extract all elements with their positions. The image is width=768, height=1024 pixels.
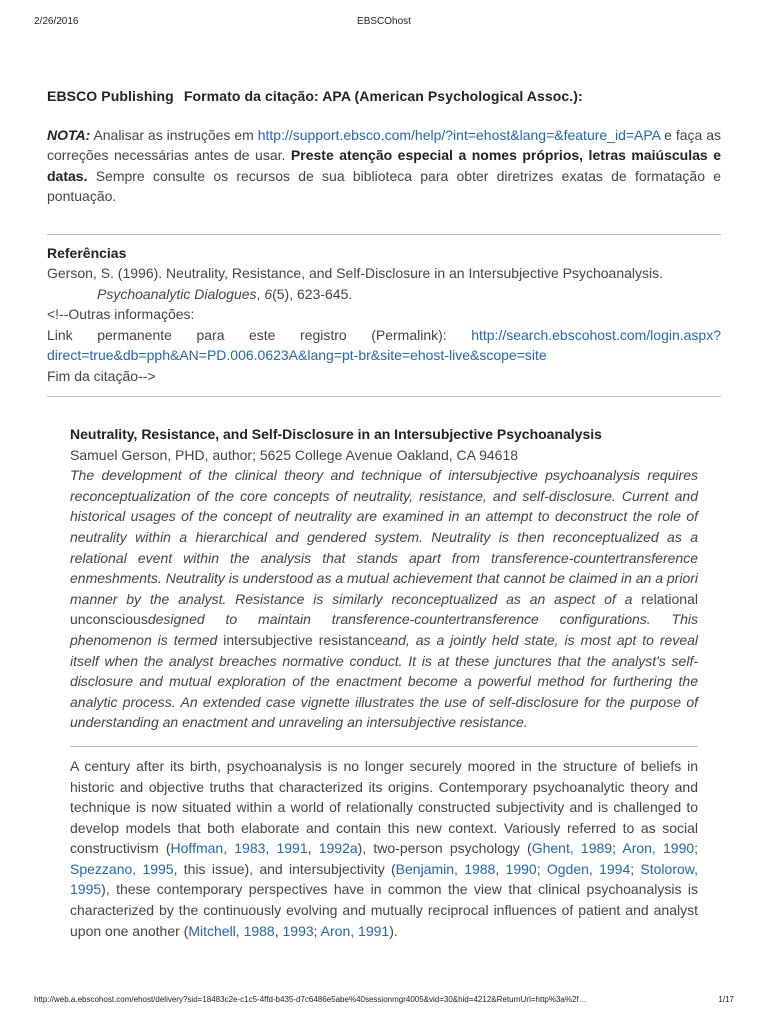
- abstract-text: and, as a jointly held state, is most apt to reveal itself when the analyst breaches normative conduct. It is at these junctures that the analyst's self-disclosure and mutual exploration of the enactment become a powerful method for furthering the analytic process. An extended case vignette illustrates the use of self-disclosure for the purpose of understanding an enactment and unraveling an intersubjective resistance.: [70, 631, 699, 731]
- divider: [70, 746, 698, 747]
- article-title: Neutrality, Resistance, and Self-Disclosure in an Intersubjective Psychoanalysis: [70, 426, 602, 442]
- citation-link[interactable]: Ghent, 1989: [531, 840, 613, 857]
- print-site-title: EBSCOhost: [357, 16, 411, 27]
- abstract-term: relational unconscious: [70, 590, 698, 628]
- article-abstract: [70, 465, 698, 733]
- citation-link[interactable]: Aron, 1990: [622, 840, 695, 857]
- reference-entry: [47, 263, 721, 304]
- citation-link[interactable]: Hoffman, 1983: [170, 840, 266, 857]
- citation-link[interactable]: 1991: [276, 840, 308, 857]
- nota-text-3: Sempre consulte os recursos de sua biblioteca para obter diretrizes exatas de formatação e pontuação.: [47, 167, 721, 204]
- body-text: , this issue), and intersubjectivity (: [173, 860, 396, 877]
- print-header: [34, 16, 734, 30]
- abstract-text: The development of the clinical theory and technique of intersubjective psychoanalysis requires reconceptualization of the core concepts of neutrality, resistance, and self-disclosure. Current and historical usages of the concept of neutrality are examined in an attempt to deconstruct the role of neutrality within a hierarchical and gendered system. Neutrality is then reconceptualized as a relational event within the analysis that stands apart from transference-countertransference enmeshments. Neutrality is understood as a mutual achievement that cannot be claimed in an a priori manner by the analyst. Resistance is similarly reconceptualized as an aspect of a: [70, 467, 699, 607]
- publisher-name: EBSCO Publishing: [47, 88, 174, 104]
- citation-headline: [47, 86, 721, 107]
- nota-text-1: Analisar as instruções em: [90, 126, 258, 143]
- nota-label: NOTA:: [47, 126, 91, 143]
- print-url: http://web.a.ebscohost.com/ehost/delivery?sid=18483c2e-c1c5-4ffd-b435-d7c6486e5abe%40sessionmgr4005&vid=30&hid=4212&ReturnUrl=http%3a%2f…: [34, 995, 587, 1004]
- citation-link[interactable]: 1992a: [318, 840, 358, 857]
- article-section: [70, 424, 698, 941]
- citation-link[interactable]: Benjamin, 1988: [395, 860, 496, 877]
- reference-sep: ,: [256, 285, 265, 302]
- citation-link[interactable]: Stolorow, 1995: [70, 860, 699, 898]
- citation-section: [47, 86, 721, 397]
- print-footer: [34, 995, 734, 1009]
- citation-link[interactable]: Ogden, 1994: [546, 860, 631, 877]
- print-date: 2/26/2016: [34, 16, 79, 27]
- permalink-line: [47, 325, 721, 366]
- references-heading: Referências: [47, 244, 127, 261]
- body-text: ), two-person psychology (: [357, 840, 532, 857]
- body-text: ).: [389, 922, 398, 939]
- citation-link[interactable]: Mitchell, 1988: [188, 922, 275, 939]
- reference-text: Gerson, S. (1996). Neutrality, Resistance, and Self-Disclosure in an Intersubjective Psychoanalysis.: [47, 265, 664, 281]
- article-body: A century after its birth, psychoanalysis is no longer securely moored in the structure of beliefs in historic and objective truths that characterized its origins. Contemporary psychoanalytic theory and technique is now situated within a world of relationally constructed subjectivity and is challenged to develop models that both elaborate and contain this new context. Variously referred to as social constructivism (Hoffman, 1983, 1991, 1992a), two-person psychology (Ghent, 1989; Aron, 1990; Spezzano, 1995, this issue), and intersubjectivity (Benjamin, 1988, 1990; Ogden, 1994; Stolorow, 1995), these contemporary perspectives have in common the view that clinical psychoanalysis is characterized by the continuously evolving and mutually reciprocal influences of patient and analyst upon one another (Mitchell, 1988, 1993; Aron, 1991).: [70, 757, 699, 939]
- citation-link[interactable]: 1990: [505, 860, 537, 877]
- citation-link[interactable]: 1993: [282, 922, 314, 939]
- page-number: 1/17: [718, 995, 734, 1004]
- body-text: A century after its birth, psychoanalysis is no longer securely moored in the structure of beliefs in historic and objective truths that characterized its origins. Contemporary psychoanalytic theory and technique is now situated within a world of relationally constructed subjectivity and is challenged to develop models that both elaborate and contain this new context. Variously referred to as social constructivism (: [70, 757, 698, 857]
- divider: [47, 234, 721, 235]
- citation-link[interactable]: Spezzano, 1995: [70, 860, 174, 877]
- permalink-link[interactable]: http://search.ebscohost.com/login.aspx?direct=true&db=pph&AN=PD.006.0623A&lang=pt-br&site=ehost-live&scope=site: [47, 326, 721, 363]
- abstract-term: intersubjective resistance: [223, 631, 383, 648]
- nota-text-2: e faça as correções necessárias antes de usar.: [47, 126, 722, 163]
- divider: [47, 396, 721, 397]
- citation-link[interactable]: 1991: [358, 922, 390, 939]
- citation-end-line: Fim da citação-->: [47, 367, 156, 384]
- abstract-text: designed to maintain transference-countertransference configurations. This phenomenon is termed: [70, 611, 698, 648]
- nota-bold-text: Preste atenção especial a nomes próprios, letras maiúsculas e datas.: [47, 147, 721, 184]
- nota-paragraph: [47, 125, 721, 207]
- journal-title: Psychoanalytic Dialogues: [97, 285, 257, 302]
- other-info-line: <!--Outras informações:: [47, 306, 195, 322]
- reference-pages: (5), 623-645.: [272, 285, 353, 302]
- permalink-label: Link permanente para este registro (Permalink):: [47, 326, 472, 343]
- body-text: ), these contemporary perspectives have in common the view that clinical psychoanalysis is characterized by the continuously evolving and mutually reciprocal influences of patient and analyst upon one another (: [70, 881, 698, 939]
- support-link[interactable]: http://support.ebsco.com/help/?int=ehost&lang=&feature_id=APA: [257, 126, 661, 143]
- citation-link[interactable]: Aron,: [320, 922, 355, 939]
- journal-volume: 6: [264, 285, 273, 302]
- citation-format: Formato da citação: APA (American Psychological Assoc.):: [183, 88, 583, 104]
- article-author: Samuel Gerson, PHD, author; 5625 College Avenue Oakland, CA 94618: [70, 446, 519, 463]
